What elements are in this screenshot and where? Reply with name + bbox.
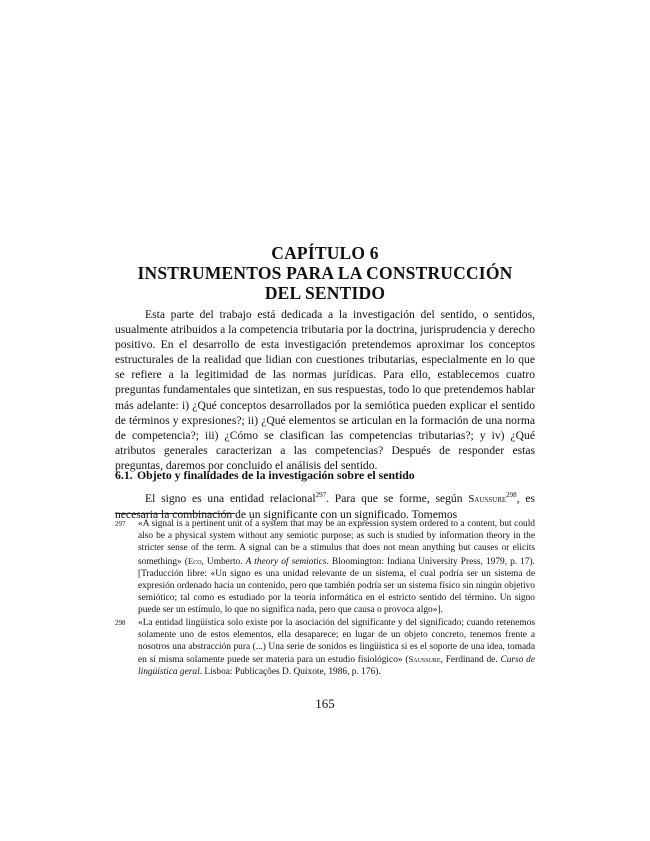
footnote-297 <box>115 518 535 617</box>
footnote-text: , Ferdinand de. <box>440 655 501 666</box>
footnote-text: , Umberto. <box>201 556 246 567</box>
intro-paragraph: Esta parte del trabajo está dedicada a la investigación del sentido, o sentidos, usualmente atribuidos a la competencia tributaria por la doctrina, jurisprudencia y derecho positivo. En el desarrollo de esta investigación pretendemos aproximar los conceptos estructurales de la realidad que lidian con cuestiones tributarias, especialmente en lo que se refiere a la legitimidad de las normas jurídicas. Para ello, establecemos cuatro preguntas fundamentales que sintetizan, en sus respuestas, todo lo que pretendemos hablar más adelante: i) ¿Qué conceptos desarrollados por la semiótica pueden explicar el sentido de términos y expresiones?; ii) ¿Qué elementos se articulan en la formación de una norma de competencia?; iii) ¿Cómo se clasifican las competencias tributarias?; y iv) ¿Qué atributos generales caracterizan a las competencias? Después de responder estas preguntas, daremos por concluido el análisis del sentido. <box>115 308 535 472</box>
section-number: 6.1. <box>115 468 133 482</box>
footnote-text: . Bloomington: Indiana University Press, 1979, p. 17). [Traducción libre: «Un signo es una unidad relevante de un sistema, el cual podría ser un sistema de expresión ordenado hacia un contenido, pero que también podría ser un sistema físico sin ningún objetivo semiótico; tal como es estudiado por la teoría informática en el estricto sentido del término. Un signo puede ser un estímulo, lo que no significa nada, pero que causa o provoca algo»]. <box>138 556 535 616</box>
footnote-book-title: Curso de lingüística geral <box>138 655 535 678</box>
footnote-ref-298[interactable]: 298 <box>506 491 517 499</box>
footnote-author: Saussure <box>408 654 441 665</box>
chapter-heading <box>120 243 530 303</box>
footnote-text: «A signal is a pertinent unit of a system that may be an expression system ordered to a content, but could also be a physical system without any semiotic purpose; as such is studied by information theory in the stricter sense of the term. A signal can be a stimulus that does not mean anything but causes or elicits something» ( <box>138 519 535 567</box>
chapter-number: CAPÍTULO 6 <box>271 243 379 263</box>
section-title: Objeto y finalidades de la investigación sobre el sentido <box>137 468 415 482</box>
footnote-number: 298 <box>115 618 126 627</box>
footnote-298 <box>115 617 535 679</box>
footnote-text: . Lisboa: Publicações D. Quixote, 1986, p. 176). <box>199 667 381 678</box>
footnote-text: «La entidad lingüística solo existe por la asociación del significante y del significado; cuando retenemos solamente uno de estos elementos, ella desaparece; en lugar de un objeto concreto, tenemos frente a nosotros una abstracción pura (...) Una serie de sonidos es lingüística si es el soporte de una idea, tomada en sí misma solamente puede ser materia para un estudio fisiológico» ( <box>138 617 535 666</box>
paragraph-text: . Para que se forme, según <box>326 492 469 505</box>
footnote-number: 297 <box>115 520 126 528</box>
paragraph-text: El signo es una entidad relacional <box>145 492 316 505</box>
author-name: Saussure <box>468 493 507 505</box>
chapter-title-line-1: INSTRUMENTOS PARA LA CONSTRUCCIÓN <box>137 263 513 283</box>
paragraph-text: , es necesaria la combinación de un significante con un significado. Tomemos <box>115 492 535 522</box>
intro-section <box>115 307 535 473</box>
footnote-ref-297[interactable]: 297 <box>315 491 327 499</box>
page-number: 165 <box>315 696 335 711</box>
footnote-author: Eco <box>187 555 202 566</box>
footnotes <box>115 518 535 679</box>
footnote-separator <box>115 513 235 514</box>
footnote-book-title: A theory of semiotics <box>245 556 327 567</box>
section-heading <box>115 468 535 483</box>
chapter-title-line-2: DEL SENTIDO <box>264 283 386 303</box>
